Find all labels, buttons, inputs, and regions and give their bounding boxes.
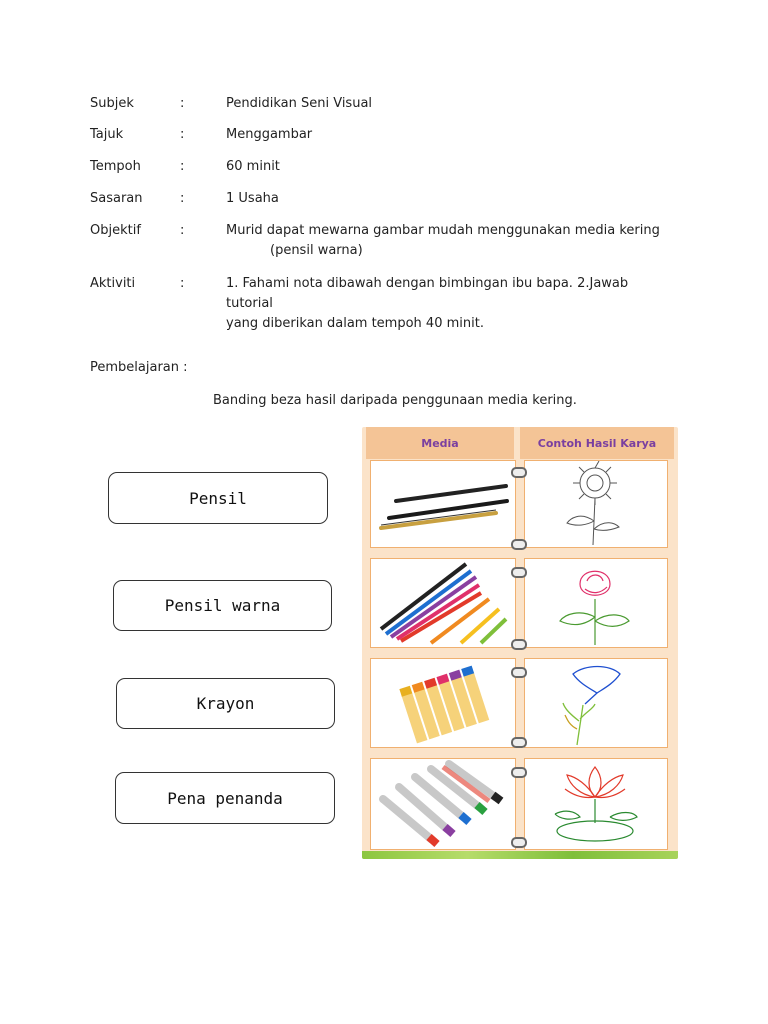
lotus-drawing-icon (525, 759, 666, 848)
info-value-line2: yang diberikan dalam tempoh 40 minit. (226, 316, 484, 331)
info-label: Aktiviti (90, 276, 136, 291)
binder-ring-icon (511, 667, 527, 678)
pencils-photo-icon (371, 461, 514, 546)
rose-drawing-icon (525, 559, 666, 646)
binder-ring-icon (511, 639, 527, 650)
media-cell (370, 658, 516, 748)
media-cell (370, 558, 516, 648)
info-colon: : (180, 191, 185, 206)
info-value-line1: 1. Fahami nota dibawah dengan bimbingan ibu bapa. 2.Jawab tutorial (226, 276, 629, 311)
result-cell (524, 658, 668, 748)
binder-ring-icon (511, 567, 527, 578)
media-cell (370, 460, 516, 548)
info-value: 60 minit (226, 159, 280, 174)
info-value (226, 274, 666, 334)
morning-glory-drawing-icon (525, 659, 666, 746)
info-colon: : (180, 276, 185, 291)
info-value (226, 221, 666, 261)
header-media: Media (366, 427, 514, 459)
media-box-pena-penanda: Pena penanda (115, 772, 335, 824)
binder-ring-icon (511, 837, 527, 848)
info-label: Objektif (90, 223, 141, 238)
crayons-photo-icon (371, 659, 514, 746)
binder-ring-icon (511, 737, 527, 748)
media-box-krayon: Krayon (116, 678, 335, 729)
info-label: Subjek (90, 96, 134, 111)
sunflower-drawing-icon (525, 461, 666, 546)
media-cell (370, 758, 516, 850)
media-box-pensil-warna: Pensil warna (113, 580, 332, 631)
info-label: Sasaran (90, 191, 143, 206)
info-label: Tempoh (90, 159, 141, 174)
result-cell (524, 758, 668, 850)
result-cell (524, 460, 668, 548)
info-label: Tajuk (90, 127, 124, 142)
grass-border (362, 851, 678, 859)
media-box-pensil: Pensil (108, 472, 328, 524)
comparison-panel (362, 427, 678, 859)
comparison-caption: Banding beza hasil daripada penggunaan media kering. (213, 393, 577, 408)
binder-ring-icon (511, 767, 527, 778)
info-colon: : (180, 159, 185, 174)
info-value-line1: Murid dapat mewarna gambar mudah menggunakan media kering (226, 223, 660, 238)
info-value: 1 Usaha (226, 191, 279, 206)
markers-photo-icon (371, 759, 514, 848)
info-value: Menggambar (226, 127, 313, 142)
binder-ring-icon (511, 539, 527, 550)
info-value: Pendidikan Seni Visual (226, 96, 373, 111)
colored-pencils-photo-icon (371, 559, 514, 646)
header-result: Contoh Hasil Karya (520, 427, 674, 459)
info-value-line2: (pensil warna) (270, 243, 363, 258)
section-heading: Pembelajaran : (90, 360, 188, 375)
info-colon: : (180, 223, 185, 238)
info-colon: : (180, 96, 185, 111)
info-colon: : (180, 127, 185, 142)
result-cell (524, 558, 668, 648)
binder-ring-icon (511, 467, 527, 478)
